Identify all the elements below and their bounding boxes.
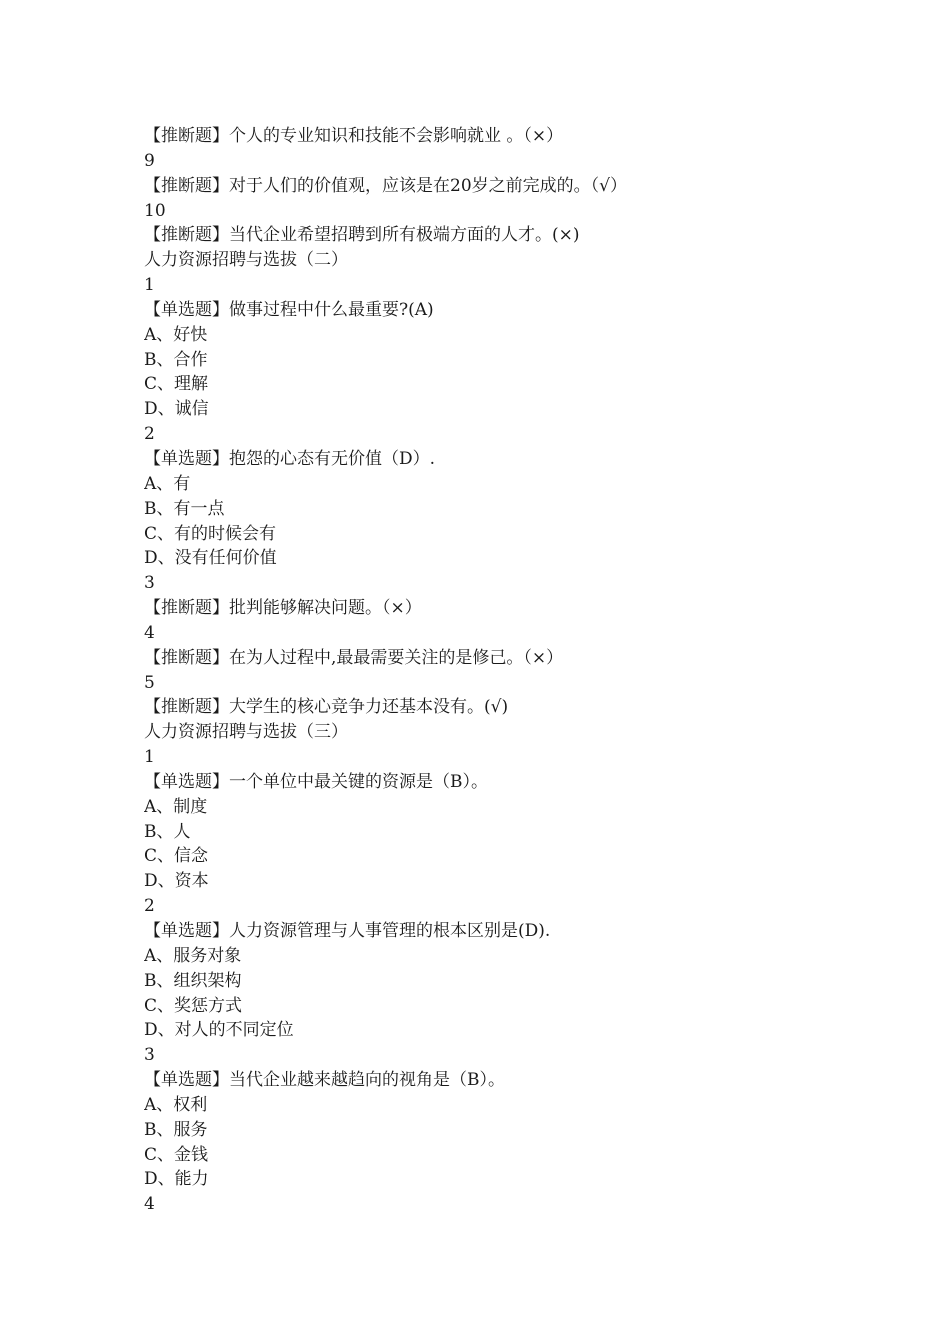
answer-option: D、能力 [144, 1169, 209, 1190]
answer-option: B、有一点 [144, 498, 225, 519]
question-number: 1 [144, 747, 155, 768]
section-heading: 人力资源招聘与选拔（三） [144, 722, 348, 743]
question-number: 1 [144, 275, 155, 296]
judgment-question: 【推断题】当代企业希望招聘到所有极端方面的人才。(×) [144, 225, 580, 246]
question-number: 2 [144, 896, 155, 917]
answer-option: C、金钱 [144, 1144, 209, 1165]
answer-option: A、制度 [144, 796, 208, 817]
answer-option: D、资本 [144, 871, 209, 892]
single-choice-question: 【单选题】做事过程中什么最重要?(A) [144, 299, 434, 320]
single-choice-question: 【单选题】一个单位中最关键的资源是（B）。 [144, 771, 488, 792]
document-body [144, 124, 864, 1217]
judgment-question: 【推断题】批判能够解决问题。（×） [144, 598, 422, 619]
single-choice-question: 【单选题】抱怨的心态有无价值（D）. [144, 448, 436, 469]
answer-option: C、理解 [144, 374, 209, 395]
answer-option: A、权利 [144, 1094, 208, 1115]
answer-option: B、合作 [144, 349, 208, 370]
answer-option: B、组织架构 [144, 970, 242, 991]
answer-option: D、没有任何价值 [144, 548, 277, 569]
question-number: 2 [144, 424, 155, 445]
answer-option: C、有的时候会有 [144, 523, 277, 544]
answer-option: A、服务对象 [144, 945, 242, 966]
question-number: 4 [144, 622, 155, 643]
judgment-question: 【推断题】在为人过程中,最最需要关注的是修己。（×） [144, 647, 564, 668]
answer-option: A、有 [144, 473, 191, 494]
answer-option: D、对人的不同定位 [144, 1020, 294, 1041]
answer-option: C、奖惩方式 [144, 995, 243, 1016]
question-number: 4 [144, 1194, 155, 1215]
judgment-question: 【推断题】个人的专业知识和技能不会影响就业 。（×） [144, 126, 564, 146]
section-heading: 人力资源招聘与选拔（二） [144, 250, 348, 271]
question-number: 3 [144, 1045, 155, 1066]
question-number: 10 [144, 200, 166, 221]
answer-option: B、服务 [144, 1119, 208, 1140]
single-choice-question: 【单选题】人力资源管理与人事管理的根本区别是(D). [144, 921, 551, 941]
question-number: 3 [144, 573, 155, 594]
answer-option: C、信念 [144, 846, 209, 867]
question-number: 9 [144, 150, 155, 171]
judgment-question: 【推断题】对于人们的价值观，应该是在20岁之前完成的。（√） [144, 175, 627, 196]
answer-option: B、人 [144, 821, 191, 842]
question-number: 5 [144, 672, 155, 693]
answer-option: D、诚信 [144, 399, 209, 420]
judgment-question: 【推断题】大学生的核心竞争力还基本没有。(√) [144, 697, 509, 718]
answer-option: A、好快 [144, 324, 208, 345]
single-choice-question: 【单选题】当代企业越来越趋向的视角是（B）。 [144, 1070, 505, 1091]
